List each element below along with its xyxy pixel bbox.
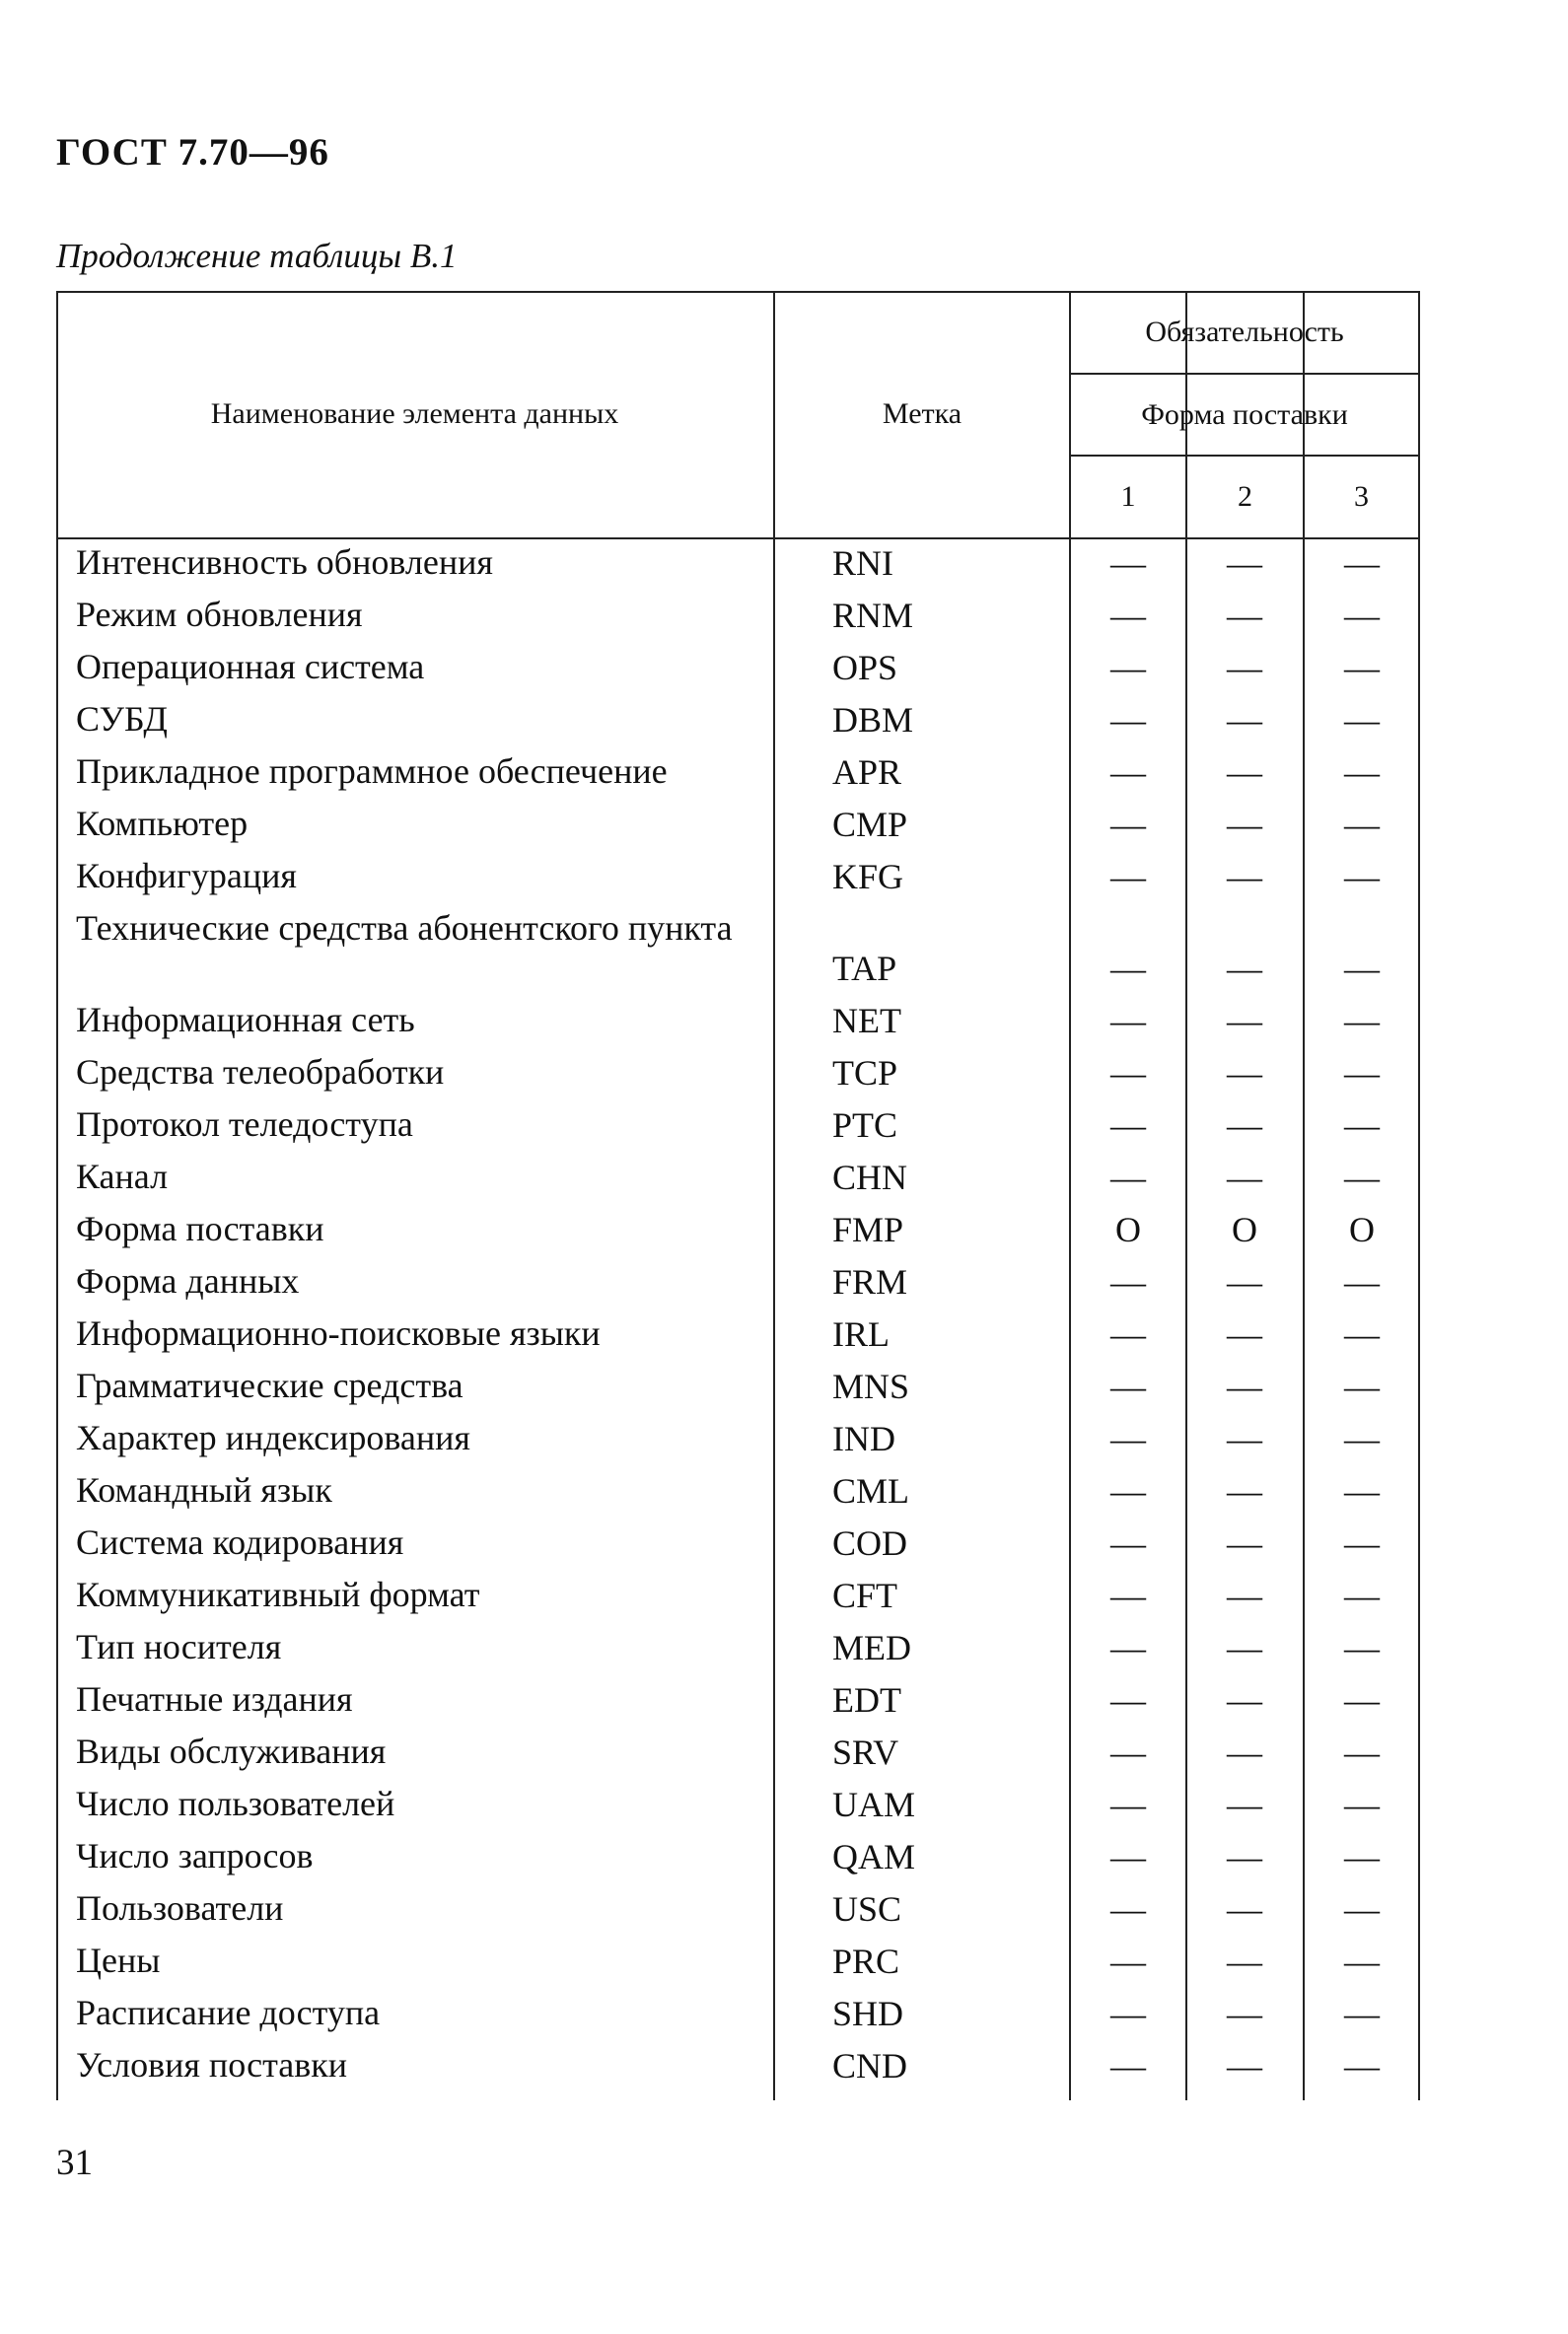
row-code: CMP [832, 805, 908, 844]
row-name: Условия поставки [76, 2045, 347, 2085]
row-value-form-2: — [1227, 1367, 1262, 1406]
row-value-form-3: — [1344, 1576, 1380, 1615]
row-value-form-1: — [1110, 648, 1146, 687]
row-value-form-1: — [1110, 1889, 1146, 1929]
row-value-form-3: — [1344, 648, 1380, 687]
row-value-form-2: — [1227, 857, 1262, 896]
table-row [56, 695, 1420, 747]
row-value-form-2: — [1227, 1785, 1262, 1824]
table-row [56, 996, 1420, 1048]
row-name: Компьютер [76, 804, 249, 843]
row-code: DBM [832, 700, 914, 740]
row-code: CML [832, 1471, 910, 1511]
document-title: ГОСТ 7.70—96 [56, 131, 329, 174]
row-name: Характер индексирования [76, 1418, 470, 1457]
table-row [56, 1466, 1420, 1519]
row-code: CHN [832, 1158, 908, 1197]
row-name: Расписание доступа [76, 1993, 381, 2032]
table-row [56, 1884, 1420, 1937]
row-value-form-2: — [1227, 1053, 1262, 1093]
table-row [56, 591, 1420, 643]
row-value-form-2: — [1227, 1471, 1262, 1511]
row-value-form-2: — [1227, 700, 1262, 740]
row-name: Канал [76, 1157, 169, 1196]
row-code: MNS [832, 1367, 910, 1406]
row-name: Протокол теледоступа [76, 1104, 413, 1144]
row-value-form-1: — [1110, 1001, 1146, 1040]
row-value-form-1: — [1110, 1628, 1146, 1667]
row-code: RNM [832, 596, 914, 635]
row-value-form-3: — [1344, 805, 1380, 844]
row-value-form-1: — [1110, 1576, 1146, 1615]
row-value-form-3: — [1344, 1733, 1380, 1772]
table-row [56, 1571, 1420, 1623]
row-value-form-3: — [1344, 949, 1380, 988]
table-row [56, 1414, 1420, 1466]
row-name: Информационно-поисковые языки [76, 1313, 601, 1353]
row-code: PRC [832, 1942, 900, 1981]
row-code: FRM [832, 1262, 908, 1302]
row-value-form-1: — [1110, 752, 1146, 792]
table-row [56, 2041, 1420, 2093]
row-value-form-1: — [1110, 1158, 1146, 1197]
row-name: Информационная сеть [76, 1000, 415, 1039]
table-row [56, 1937, 1420, 1989]
row-value-form-3: — [1344, 1942, 1380, 1981]
row-code: SHD [832, 1994, 904, 2033]
row-code: NET [832, 1001, 901, 1040]
table-row [56, 1675, 1420, 1728]
row-code: OPS [832, 648, 898, 687]
table-row [56, 1048, 1420, 1100]
table-row [56, 1728, 1420, 1780]
row-code: RNI [832, 543, 893, 583]
row-value-form-2: — [1227, 1262, 1262, 1302]
row-value-form-3: — [1344, 1523, 1380, 1563]
column-header-form-1: 1 [1120, 480, 1136, 513]
row-name: Тип носителя [76, 1627, 282, 1666]
table-row [56, 643, 1420, 695]
row-value-form-2: — [1227, 1105, 1262, 1145]
row-value-form-2: — [1227, 1680, 1262, 1720]
row-value-form-2: — [1227, 1314, 1262, 1354]
table-row [56, 852, 1420, 904]
row-value-form-3: O [1349, 1210, 1375, 1249]
column-header-obligation: Обязательность [1145, 315, 1344, 348]
row-name: Число пользователей [76, 1784, 395, 1823]
row-value-form-1: — [1110, 1733, 1146, 1772]
row-value-form-3: — [1344, 1785, 1380, 1824]
row-code: TCP [832, 1053, 898, 1093]
row-value-form-1: — [1110, 700, 1146, 740]
row-value-form-2: — [1227, 752, 1262, 792]
row-value-form-1: — [1110, 1367, 1146, 1406]
row-value-form-3: — [1344, 1994, 1380, 2033]
table-row [56, 1100, 1420, 1153]
row-name: Форма данных [76, 1261, 300, 1301]
row-code: APR [832, 752, 902, 792]
row-value-form-1: — [1110, 1314, 1146, 1354]
row-value-form-2: — [1227, 1733, 1262, 1772]
row-value-form-2: — [1227, 1001, 1262, 1040]
row-value-form-2: — [1227, 596, 1262, 635]
row-value-form-1: — [1110, 1942, 1146, 1981]
table-row [56, 1362, 1420, 1414]
row-code: IND [832, 1419, 895, 1458]
row-value-form-1: — [1110, 1523, 1146, 1563]
row-value-form-3: — [1344, 700, 1380, 740]
row-value-form-1: — [1110, 1785, 1146, 1824]
row-name: Средства телеобработки [76, 1052, 445, 1092]
row-value-form-2: — [1227, 1576, 1262, 1615]
row-value-form-3: — [1344, 1001, 1380, 1040]
row-value-form-2: — [1227, 648, 1262, 687]
row-value-form-3: — [1344, 2046, 1380, 2086]
table-row [56, 1989, 1420, 2041]
row-value-form-3: — [1344, 1680, 1380, 1720]
row-value-form-3: — [1344, 1105, 1380, 1145]
column-header-form-2: 2 [1238, 480, 1252, 513]
row-value-form-2: — [1227, 1942, 1262, 1981]
row-name: Виды обслуживания [76, 1732, 387, 1771]
table-row [56, 1309, 1420, 1362]
column-header-name: Наименование элемента данных [210, 397, 619, 430]
row-value-form-2: — [1227, 1523, 1262, 1563]
table-row [56, 1832, 1420, 1884]
row-name: Интенсивность обновления [76, 542, 493, 582]
row-code: KFG [832, 857, 904, 896]
row-value-form-1: — [1110, 1837, 1146, 1876]
row-name: СУБД [76, 699, 168, 739]
row-value-form-2: — [1227, 1158, 1262, 1197]
row-value-form-3: — [1344, 543, 1380, 583]
table-row [56, 1205, 1420, 1257]
row-code: USC [832, 1889, 902, 1929]
row-value-form-3: — [1344, 1471, 1380, 1511]
row-code: COD [832, 1523, 908, 1563]
row-code: CFT [832, 1576, 898, 1615]
row-value-form-3: — [1344, 1889, 1380, 1929]
row-value-form-3: — [1344, 1314, 1380, 1354]
row-value-form-2: — [1227, 1994, 1262, 2033]
row-code: IRL [832, 1314, 890, 1354]
row-code: EDT [832, 1680, 901, 1720]
row-value-form-1: — [1110, 1471, 1146, 1511]
row-value-form-3: — [1344, 1158, 1380, 1197]
row-value-form-1: — [1110, 1262, 1146, 1302]
row-code: SRV [832, 1733, 899, 1772]
row-value-form-1: — [1110, 1680, 1146, 1720]
table-row [56, 1519, 1420, 1571]
row-code: QAM [832, 1837, 916, 1876]
row-value-form-2: — [1227, 1628, 1262, 1667]
row-value-form-2: — [1227, 1419, 1262, 1458]
row-code: TAP [832, 949, 897, 988]
column-header-code: Метка [882, 397, 962, 430]
table-row [56, 1780, 1420, 1832]
row-value-form-1: — [1110, 2046, 1146, 2086]
row-value-form-1: — [1110, 1994, 1146, 2033]
data-elements-table [56, 291, 1420, 2100]
row-value-form-2: — [1227, 1837, 1262, 1876]
page-number: 31 [56, 2143, 93, 2183]
row-value-form-3: — [1344, 596, 1380, 635]
row-value-form-3: — [1344, 1367, 1380, 1406]
row-name: Цены [76, 1941, 161, 1980]
row-value-form-3: — [1344, 1628, 1380, 1667]
row-name: Операционная система [76, 647, 425, 686]
row-value-form-3: — [1344, 857, 1380, 896]
table-continuation-caption: Продолжение таблицы В.1 [56, 237, 458, 275]
row-code: FMP [832, 1210, 904, 1249]
row-code: PTC [832, 1105, 898, 1145]
row-value-form-3: — [1344, 1419, 1380, 1458]
row-code: MED [832, 1628, 911, 1667]
row-name: Коммуникативный формат [76, 1575, 480, 1614]
row-name: Прикладное программное обеспечение [76, 751, 668, 791]
row-value-form-2: — [1227, 543, 1262, 583]
row-value-form-3: — [1344, 1837, 1380, 1876]
table-row [56, 538, 1420, 591]
row-name: Командный язык [76, 1470, 332, 1510]
row-value-form-2: — [1227, 1889, 1262, 1929]
row-code: CND [832, 2046, 908, 2086]
row-value-form-3: — [1344, 1053, 1380, 1093]
row-name: Грамматические средства [76, 1366, 463, 1405]
row-value-form-1: — [1110, 1419, 1146, 1458]
row-value-form-1: — [1110, 596, 1146, 635]
row-code: UAM [832, 1785, 916, 1824]
row-value-form-1: — [1110, 857, 1146, 896]
row-value-form-1: — [1110, 949, 1146, 988]
row-name: Пользователи [76, 1888, 284, 1928]
column-header-delivery-form: Форма поставки [1141, 397, 1348, 431]
table-row [56, 800, 1420, 852]
table-row [56, 904, 1420, 996]
column-header-form-3: 3 [1354, 480, 1369, 513]
row-name: Режим обновления [76, 595, 363, 634]
row-value-form-3: — [1344, 1262, 1380, 1302]
row-value-form-2: — [1227, 805, 1262, 844]
row-value-form-2: — [1227, 2046, 1262, 2086]
row-value-form-2: O [1232, 1210, 1257, 1249]
table-row [56, 1623, 1420, 1675]
row-value-form-1: O [1115, 1210, 1141, 1249]
row-name: Печатные издания [76, 1679, 353, 1719]
table-row [56, 747, 1420, 800]
row-value-form-1: — [1110, 1105, 1146, 1145]
row-name: Технические средства абонентского пункта [76, 908, 733, 948]
table-row [56, 1257, 1420, 1309]
row-value-form-2: — [1227, 949, 1262, 988]
row-name: Система кодирования [76, 1522, 404, 1562]
row-value-form-1: — [1110, 1053, 1146, 1093]
row-value-form-1: — [1110, 805, 1146, 844]
row-value-form-3: — [1344, 752, 1380, 792]
table-row [56, 1153, 1420, 1205]
row-name: Число запросов [76, 1836, 314, 1875]
row-name: Конфигурация [76, 856, 297, 895]
row-value-form-1: — [1110, 543, 1146, 583]
row-name: Форма поставки [76, 1209, 324, 1248]
